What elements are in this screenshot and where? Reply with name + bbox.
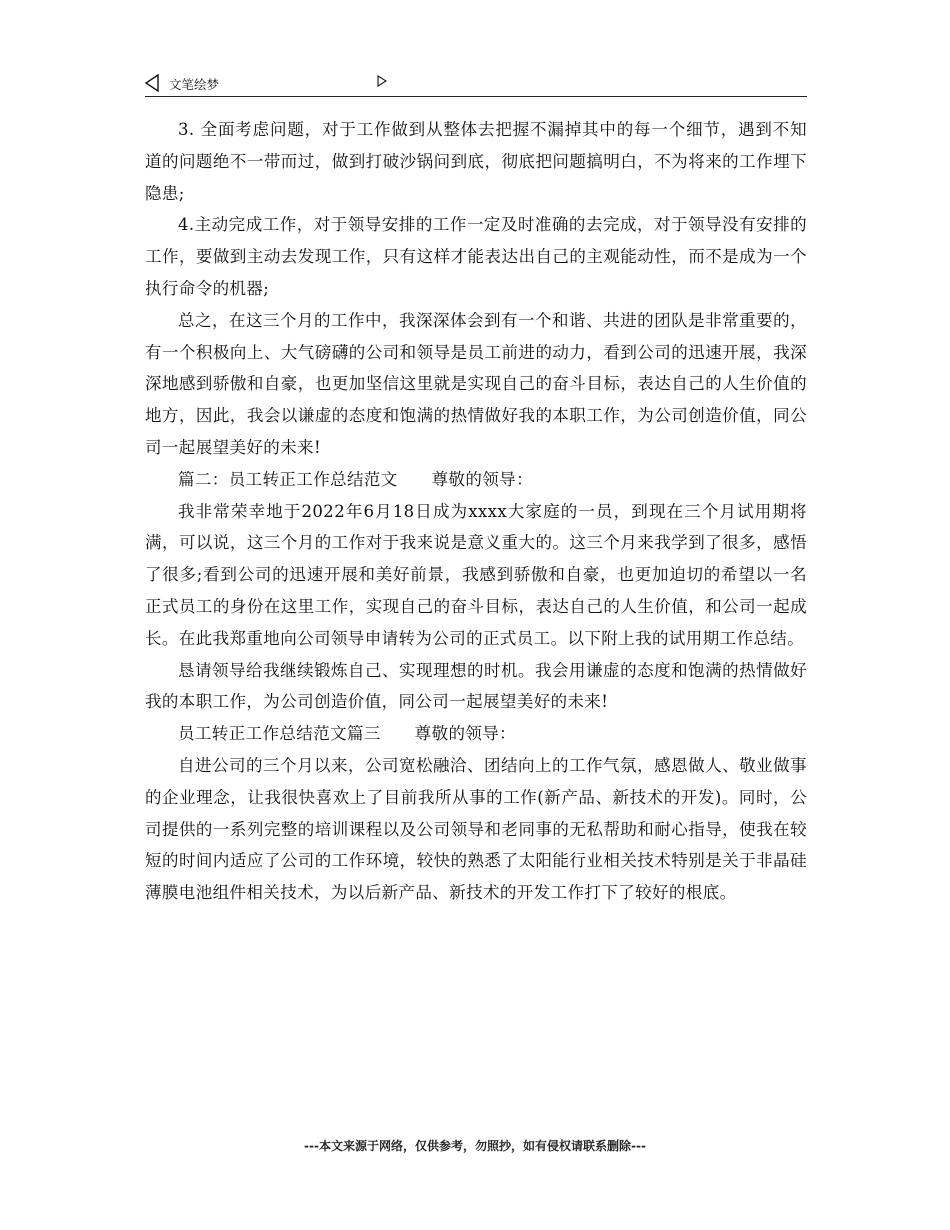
- section-heading-3: 员工转正工作总结范文篇三 尊敬的领导：: [178, 724, 517, 744]
- paragraph-experience: 自进公司的三个月以来，公司宽松融洽、团结向上的工作气氛，感恩做人、敬业做事的企业理念，让我很快喜欢上了目前我所从事的工作(新产品、新技术的开发)。同时，公司提供的一系列完整的培训课程以及公司领导和老同事的无私帮助和耐心指导，使我在较短的时间内适应了公司的工作环境，较快的熟悉了太阳能行业相关技术特别是关于非晶硅薄膜电池组件相关技术，为以后新产品、新技术的开发工作打下了较好的根底。: [145, 755, 807, 903]
- brand-name: 文笔绘梦: [169, 77, 220, 92]
- paragraph-point-3: 3. 全面考虑问题，对于工作做到从整体去把握不漏掉其中的每一个细节，遇到不知道的问题绝不一带而过，做到打破沙锅问到底，彻底把问题搞明白，不为将来的工作埋下隐患;: [145, 120, 807, 203]
- triangle-right-icon: [377, 75, 387, 87]
- page-header: [145, 72, 807, 97]
- triangle-left-icon: [145, 74, 159, 92]
- section-heading-2: 篇二：员工转正工作总结范文 尊敬的领导：: [178, 469, 533, 489]
- paragraph-point-4: 4.主动完成工作，对于领导安排的工作一定及时准确的去完成，对于领导没有安排的工作，要做到主动去发现工作，只有这样才能表达出自己的主观能动性，而不是成为一个执行命令的机器;: [145, 215, 807, 298]
- paragraph-summary: 总之，在这三个月的工作中，我深深体会到有一个和谐、共进的团队是非常重要的，有一个积极向上、大气磅礴的公司和领导是员工前进的动力，看到公司的迅速开展，我深深地感到骄傲和自豪，也更加坚信这里就是实现自己的奋斗目标，表达自己的人生价值的地方，因此，我会以谦虚的态度和饱满的热情做好我的本职工作，为公司创造价值，同公司一起展望美好的未来!: [145, 310, 807, 457]
- paragraph-intro: 我非常荣幸地于2022年6月18日成为xxxx大家庭的一员，到现在三个月试用期将满，可以说，这三个月的工作对于我来说是意义重大的。这三个月来我学到了很多，感悟了很多;看到公司的迅速开展和美好前景，我感到骄傲和自豪，也更加迫切的希望以一名正式员工的身份在这里工作，实现自己的奋斗目标，表达自己的人生价值，和公司一起成长。在此我郑重地向公司领导申请转为公司的正式员工。以下附上我的试用期工作总结。: [145, 501, 807, 648]
- document-body: [145, 114, 807, 909]
- paragraph-request: 恳请领导给我继续锻炼自己、实现理想的时机。我会用谦虚的态度和饱满的热情做好我的本职工作，为公司创造价值，同公司一起展望美好的未来!: [145, 660, 807, 712]
- footer-notice: ---本文来源于网络，仅供参考，勿照抄，如有侵权请联系删除---: [304, 1139, 646, 1153]
